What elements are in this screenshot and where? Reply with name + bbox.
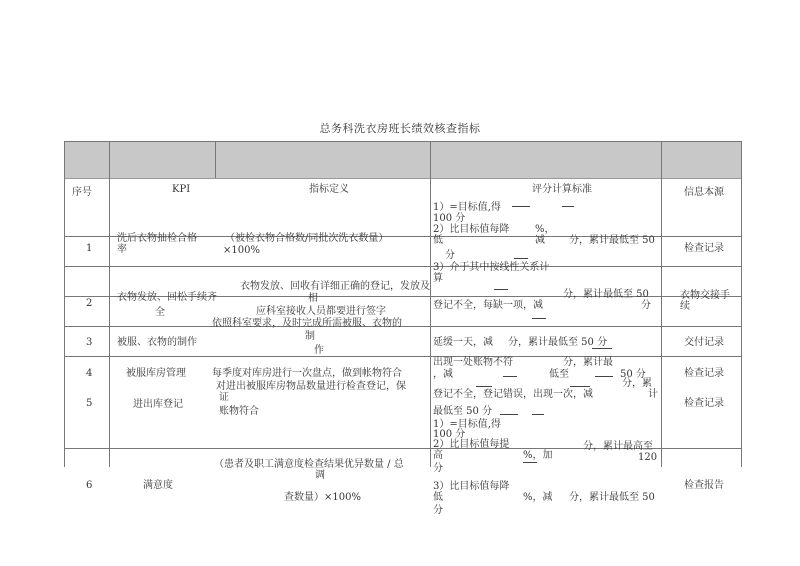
- row6-score-11: %，减: [523, 492, 553, 503]
- row2-score-5: 分: [641, 300, 651, 311]
- row4-source: 检查记录: [684, 368, 724, 379]
- row3-def-2: 制: [305, 331, 315, 342]
- row1-score-3: 2）比目标值每降: [433, 224, 510, 235]
- row4-seq: 4: [86, 368, 93, 379]
- row6-def-3: 查数量）×100%: [284, 492, 361, 503]
- row1-score-2: 100 分: [433, 213, 466, 224]
- header-definition: 指标定义: [309, 184, 349, 195]
- row1-score-8: 分: [445, 250, 455, 261]
- row6-score-8: 分: [433, 463, 443, 474]
- row6-score-7: 120: [638, 452, 658, 463]
- row1-seq: 1: [86, 243, 93, 254]
- header-scoring: 评分计算标准: [532, 184, 592, 195]
- row6-source: 检查报告: [684, 480, 724, 491]
- table-header-band: [64, 141, 110, 178]
- row2-def-2: 相: [308, 293, 318, 304]
- row1-score-1: 1）=目标值,得: [433, 202, 501, 213]
- row6-score-10: 低: [433, 492, 443, 503]
- row2-score-3: 分，累计最低至 50: [563, 289, 649, 300]
- row6-score-5: 高: [433, 450, 443, 461]
- row4-score-5: 50 分: [620, 369, 646, 380]
- row3-source: 交付记录: [684, 337, 724, 348]
- row3-def-1: 依照科室要求，及时完成所需被服、衣物的: [212, 318, 402, 329]
- row5-score-3: 计: [648, 389, 658, 400]
- row3-def-3: 作: [314, 345, 324, 356]
- row6-score-9: 3）比目标值每降: [433, 481, 510, 492]
- row3-seq: 3: [86, 337, 93, 348]
- row4-def-1: 每季度对库房进行一次盘点，做到帐物符合: [212, 368, 402, 379]
- row6-score-6: %，加: [523, 450, 553, 461]
- row3-score-1: 延缓一天，减: [433, 337, 493, 348]
- row6-score-13: 分: [433, 505, 443, 516]
- row5-source: 检查记录: [684, 398, 724, 409]
- row1-source: 检查记录: [684, 243, 724, 254]
- row2-kpi-2: 全: [155, 307, 165, 318]
- row2-def-3: 应科室接收人员都要进行签字: [256, 306, 386, 317]
- row6-score-12: 分，累计最低至 50: [569, 492, 655, 503]
- row2-score-1: 3）介于其中按线性关系计: [433, 262, 550, 273]
- row6-score-3: 2）比目标值每提: [433, 439, 510, 450]
- row6-score-2: 100 分: [433, 429, 466, 440]
- row2-def-1: 衣物发放、回收有详细正确的登记，发放及: [240, 281, 430, 292]
- row2-seq: 2: [86, 298, 93, 309]
- row3-kpi: 被服、衣物的制作: [117, 337, 197, 348]
- row4-kpi: 被服库房管理: [126, 368, 186, 379]
- table-left-rule: [64, 141, 65, 467]
- row2-source-2: 续: [680, 301, 690, 312]
- row1-score-6: 减: [535, 235, 545, 246]
- row6-seq: 6: [86, 480, 93, 491]
- row4-score-2: 分，累计最: [563, 357, 613, 368]
- row5-score-4: 最低至 50 分: [433, 406, 493, 417]
- row2-score-2: 算: [433, 273, 443, 284]
- row5-seq: 5: [86, 398, 93, 409]
- row3-score-2: 分，累计最低至 50 分: [508, 337, 608, 348]
- header-kpi: KPI: [172, 184, 191, 195]
- row2-source: 衣物交接手: [680, 290, 730, 301]
- row2-kpi: 衣物发放、回松手续齐: [117, 292, 217, 303]
- row1-kpi: 洗后衣物抽检合格: [117, 233, 197, 244]
- row5-def-1: 对进出被服库房物品数量进行检查登记，保: [216, 381, 406, 392]
- row5-def-2: 证: [219, 392, 229, 403]
- row1-score-4: %，: [535, 224, 555, 235]
- row5-score-2: 分，累: [622, 378, 652, 389]
- row4-score-3: ，减: [433, 369, 453, 380]
- table-top-rule: [64, 141, 741, 142]
- row6-score-4: 分，累计最高至: [583, 441, 653, 452]
- row1-def-2: ×100%: [223, 245, 260, 256]
- row1-score-5: 低: [433, 235, 443, 246]
- row6-def-1: （患者及职工满意度检查结果优异数量 / 总: [214, 459, 404, 470]
- row6-kpi: 满意度: [143, 480, 173, 491]
- row6-def-2: 调: [315, 470, 325, 481]
- row5-score-1: 登记不全，登记错误，出现一次，减: [433, 389, 593, 400]
- row1-score-7: 分，累计最低至 50: [569, 235, 655, 246]
- header-source: 信息本源: [684, 187, 724, 198]
- row6-score-1: 1）=目标值,得: [433, 419, 501, 430]
- page-title: 总务科洗衣房班长绩效核查指标: [319, 122, 481, 135]
- row1-kpi-2: 率: [117, 244, 127, 255]
- row5-kpi: 进出库登记: [133, 399, 183, 410]
- row5-def-3: 账物符合: [219, 406, 259, 417]
- row2-score-4: 登记不全，每缺一项，减: [433, 300, 543, 311]
- row1-def-1: （被检衣物合格数/同批次洗衣数量）: [225, 233, 389, 244]
- row4-score-4: 低至: [549, 369, 569, 380]
- header-seq: 序号: [72, 187, 92, 198]
- row4-score-1: 出现一处账物不符: [433, 357, 513, 368]
